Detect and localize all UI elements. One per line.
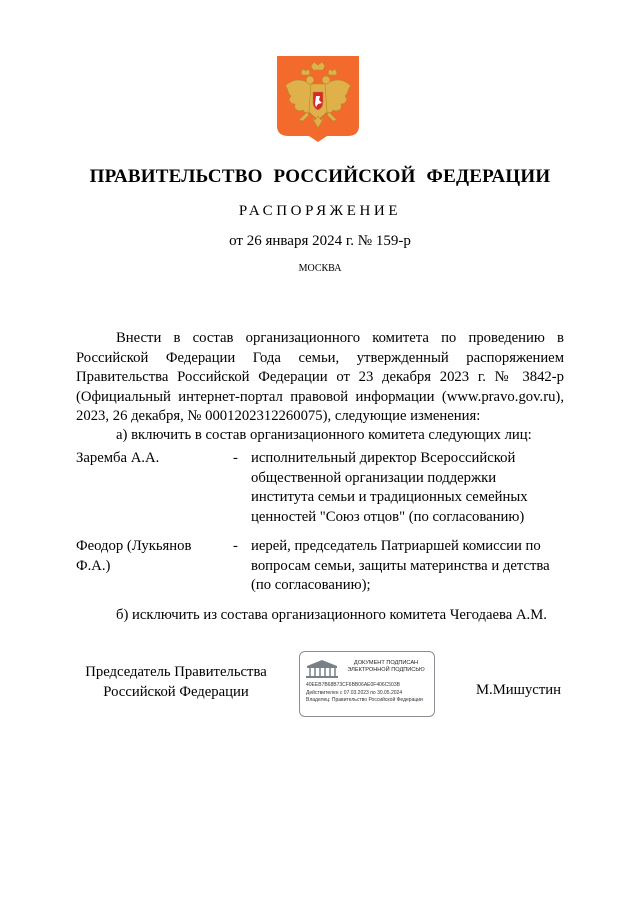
stamp-validity: Действителен с 07.03.2023 по 30.05.2024 — [306, 690, 403, 696]
person-name: Феодор (Лукьянов Ф.А.) — [76, 538, 192, 574]
person-description: иерей, председатель Патриаршей комиссии по вопросам семьи, защиты материнства и детства (по согласованию); — [251, 538, 550, 593]
stamp-certificate: 40EEB7B68B73CF6BB06AE0F406C503B — [306, 682, 400, 688]
government-building-icon — [305, 658, 339, 678]
signatory-name: М.Мишустин — [476, 682, 561, 698]
stamp-owner: Владелец: Правительство Российской Федерации — [306, 697, 423, 703]
document-type: РАСПОРЯЖЕНИЕ — [238, 203, 402, 219]
signatory-position: Председатель Правительства Российской Федерации — [85, 664, 267, 700]
item-a-paragraph: а) включить в состав организационного комитета следующих лиц: — [116, 427, 532, 443]
coat-of-arms-emblem — [277, 56, 359, 142]
person-description: исполнительный директор Всероссийской общественной организации поддержки института семьи и традиционных семейных ценностей "Союз отцов" (по согласованию) — [251, 450, 528, 525]
person-dash: - — [233, 450, 238, 466]
stamp-heading: ДОКУМЕНТ ПОДПИСАН ЭЛЕКТРОННОЙ ПОДПИСЬЮ — [347, 660, 425, 673]
document-city: МОСКВА — [298, 263, 342, 274]
person-dash: - — [233, 538, 238, 554]
person-name: Заремба А.А. — [76, 450, 160, 466]
electronic-signature-stamp — [299, 651, 435, 717]
government-title: ПРАВИТЕЛЬСТВО РОССИЙСКОЙ ФЕДЕРАЦИИ — [89, 166, 551, 187]
item-b-paragraph: б) исключить из состава организационного комитета Чегодаева А.М. — [116, 607, 547, 623]
intro-paragraph: Внести в состав организационного комитета по проведению в Российской Федерации Года семьи, утвержденный распоряжением Правительства Российской Федерации от 23 декабря 2023 г. № 3842-р (Официальный интернет-портал правовой информации (www.pravo.gov.ru), 2023, 26 декабря, № 0001202312260075), следующие изменения: — [76, 330, 564, 424]
document-date-number: от 26 января 2024 г. № 159-р — [229, 233, 411, 249]
